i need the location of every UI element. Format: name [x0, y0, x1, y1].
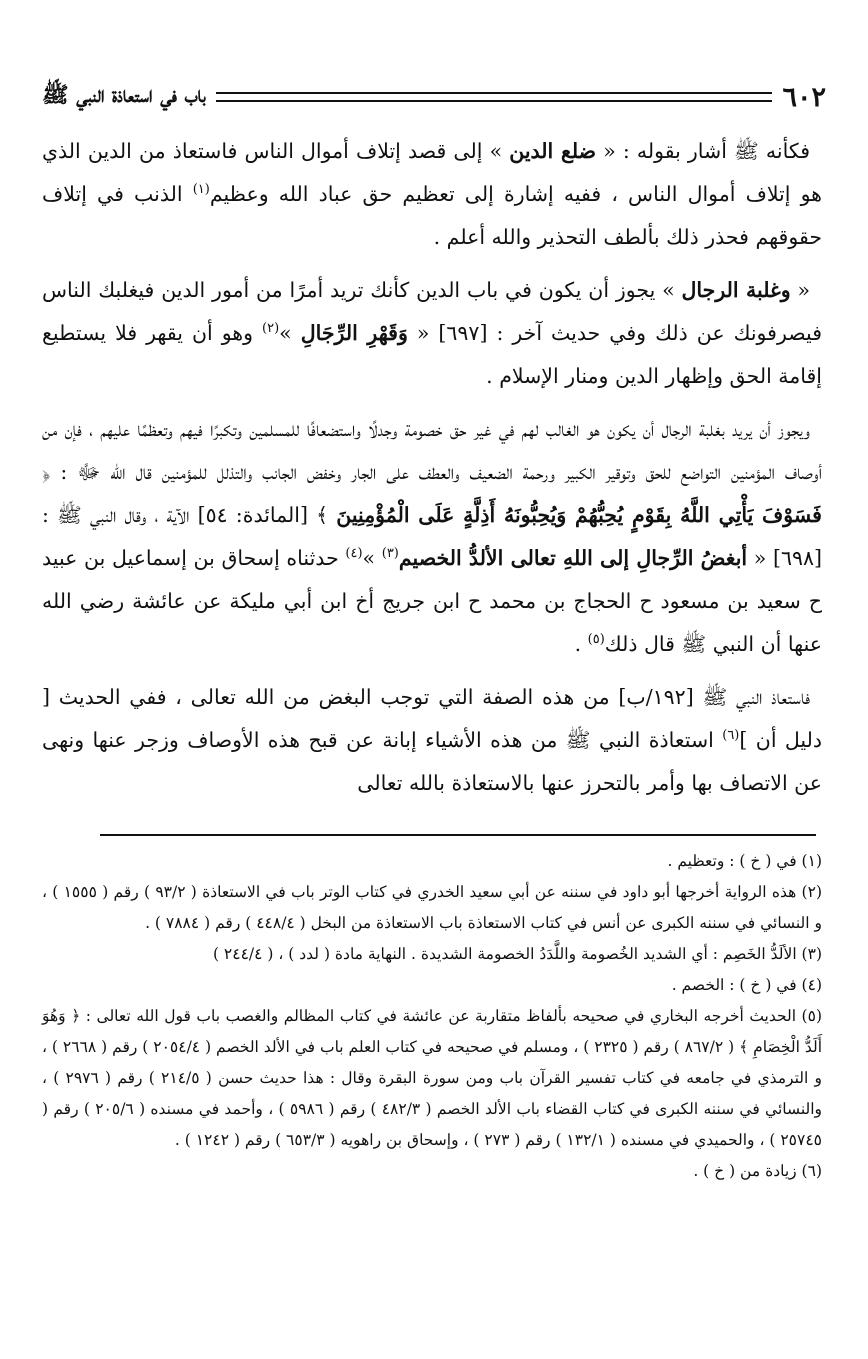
- footnote-item: (٣) الألَدُّ الخَصِم : أي الشديد الخُصومة واللَّدَدُ الخصومة الشديدة . النهاية مادة ( لدد ) ، ( ٢٤٤/٤ ): [212, 945, 822, 963]
- body-text-run: فاستعاذ النبي ﷺ [١٩٢/ب] من هذه الصفة التي توجب البغض من الله تعالى ، ففي الحديث [ دليل أن ]: [42, 685, 822, 752]
- page-number: ٦٠٢: [782, 81, 826, 113]
- body-paragraph: [42, 269, 822, 398]
- hadith-phrase: ضلع الدين: [509, 139, 597, 163]
- footnote-item: (٥) الحديث أخرجه البخاري في صحيحه بألفاظ متقاربة عن عائشة في كتاب المظالم والغصب باب قول الله تعالى : ﴿ وَهُوَ أَلَدُّ الْخِصَامِ ﴾ ( ٨٦٧/٢ ) رقم ( ٢٣٢٥ ) ، ومسلم في صحيحه في كتاب العلم باب في الألد الخصم ( ٢٠٥٤/٤ ) رقم ( ٢٦٦٨ ) ، و الترمذي في جامعه في كتاب تفسير القرآن باب ومن سورة البقرة وقال : هذا حديث حسن ( ٢١٤/٥ ) رقم ( ٢٩٧٦ ) ، والنسائي في سننه الكبرى في كتاب القضاء باب الألد الخصم ( ٤٨٢/٣ ) رقم ( ٥٩٨٦ ) ، وأحمد في مسنده ( ٢٠٥/٦ ) رقم ( ٢٥٧٤٥ ) ، والحميدي في مسنده ( ١٣٢/١ ) رقم ( ٢٧٣ ) ، وإسحاق بن راهويه ( ٦٥٣/٣ ) رقم ( ١٢٤٢ ) .: [42, 1007, 823, 1149]
- body-text-run: » إلى قصد إتلاف أموال الناس فاستعاذ من الدين الذي هو إتلاف أموال الناس ، ففيه إشارة إلى تعظيم حق عباد الله وعظيم: [42, 139, 822, 206]
- running-header: [42, 80, 826, 114]
- footnote-reference: (٦): [722, 728, 740, 744]
- footnotes: [42, 846, 822, 1187]
- body-text-run: »: [279, 321, 301, 345]
- body-text-run: ويجوز أن يريد بغلبة الرجال أن يكون هو الغالب لهم في غير حق خصومة وجدلًا واستضعافًا للمسلمين وتكبرًا فيهم وتعظمًا عليهم ، فإن من أوصاف المؤمنين التواضع للحق وتوقير الكبير ورحمة الضعيف والعطف على الجار وخفض الجانب والتذلل للمؤمنين قال الله ﷻ : ﴿: [42, 417, 822, 484]
- body-text: [42, 130, 822, 805]
- body-text-run: الذنب في إتلاف حقوقهم فحذر ذلك بألطف التحذير والله أعلم .: [42, 182, 822, 249]
- footnote-item: (٢) هذه الرواية أخرجها أبو داود في سننه عن أبي سعيد الخدري في كتاب الوتر باب في الاستعاذة ( ٩٣/٢ ) رقم ( ١٥٥٥ ) ، و النسائي في سننه الكبرى عن أنس في كتاب الاستعاذة باب الاستعاذة من البخل ( ٤٤٨/٤ ) رقم ( ٧٨٨٤ ) .: [42, 883, 822, 932]
- footnote-reference: (٤): [345, 546, 363, 562]
- body-text-run: حدثناه إسحاق بن إسماعيل بن عبيد ح سعيد بن مسعود ح الحجاج بن محمد ح ابن جريج أخ ابن أبي مليكة عن عائشة رضي الله عنها أن النبي ﷺ قال ذلك: [42, 546, 822, 656]
- body-text-run: ﴾ [المائدة: ٥٤] الآية ، وقال النبي ﷺ : [٦٩٨] «: [42, 503, 822, 570]
- footnote-item: (٤) في ( خ ) : الخصم .: [671, 976, 822, 994]
- body-text-run: استعاذة النبي ﷺ من هذه الأشياء إبانة عن قبح هذه الأوصاف وزجر عنها ونهى عن الاتصاف بها وأمر بالتحرز عنها بالاستعاذة بالله تعالى: [42, 728, 822, 795]
- body-text-run: «: [790, 278, 810, 302]
- hadith-phrase: وغلبة الرجال: [681, 278, 791, 302]
- body-text-run: » يجوز أن يكون في باب الدين كأنك تريد أمرًا من أمور الدين فيغلبك الناس فيصرفونك عن ذلك وفي حديث آخر : [٦٩٧] «: [42, 278, 823, 345]
- quran-verse: فَسَوْفَ يَأْتِي اللَّهُ بِقَوْمٍ يُحِبُّهُمْ وَيُحِبُّونَهُ أَذِلَّةٍ عَلَى الْمُؤْمِنِينَ: [336, 503, 822, 527]
- body-text-run: »: [362, 546, 382, 570]
- footnote-reference: (٢): [262, 321, 280, 337]
- body-text-run: .: [574, 632, 588, 656]
- header-double-rule: [216, 92, 773, 102]
- body-paragraph: [42, 408, 822, 666]
- body-paragraph: [42, 130, 822, 259]
- hadith-phrase: أبغضُ الرِّجالِ إلى اللهِ تعالى الألدُّ الخصيم: [398, 546, 748, 570]
- body-text-run: فكأنه ﷺ أشار بقوله : «: [596, 139, 810, 163]
- footnote-reference: (٥): [587, 632, 605, 648]
- chapter-title: باب في استعاذة النبي ﷺ: [42, 82, 206, 108]
- footnote-reference: (٣): [381, 546, 399, 562]
- footnote-reference: (١): [192, 182, 210, 198]
- footnote-separator: [100, 834, 816, 836]
- footnote-item: (٦) زيادة من ( خ ) .: [693, 1162, 822, 1180]
- footnote-item: (١) في ( خ ) : وتعظيم .: [667, 852, 822, 870]
- hadith-phrase: وَقَهْرِ الرِّجَالِ: [300, 321, 408, 345]
- body-paragraph: [42, 676, 822, 805]
- body-text-run: وهو أن يقهر فلا يستطيع إقامة الحق وإظهار الدين ومنار الإسلام .: [42, 321, 822, 388]
